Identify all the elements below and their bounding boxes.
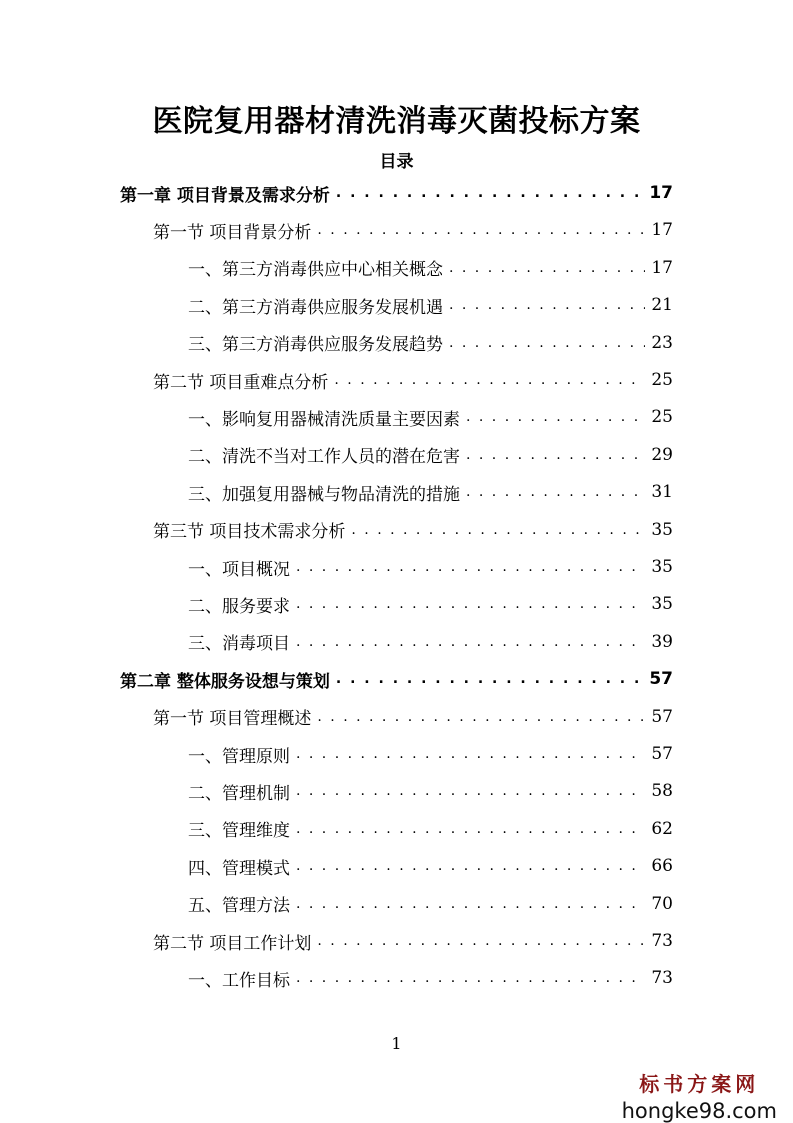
toc-dot-leader [449,298,645,321]
toc-entry-label: 三、管理维度 [188,821,290,842]
toc-entry-page: 35 [651,557,673,577]
toc-dot-leader [334,373,645,396]
toc-dot-leader [466,485,645,508]
toc-entry-page: 25 [651,407,673,428]
toc-entry-label: 一、项目概况 [188,559,290,580]
toc-entry-label: 第三节 项目技术需求分析 [153,522,346,543]
toc-dot-leader [317,223,645,246]
toc-dot-leader [296,597,645,620]
toc-entry[interactable] [120,663,673,695]
toc-dot-leader [296,971,645,994]
toc-dot-leader [466,410,645,433]
toc-entry-page: 57 [651,706,673,727]
toc-entry-page: 73 [651,931,673,951]
toc-entry-page: 17 [651,220,673,241]
toc-entry[interactable] [188,551,673,583]
toc-entry-page: 58 [651,781,673,802]
toc-entry[interactable] [153,925,673,957]
toc-entry[interactable] [188,850,673,882]
toc-entry-label: 三、消毒项目 [188,634,290,655]
toc-entry-page: 29 [651,444,673,465]
toc-entry-page: 39 [651,631,673,652]
watermark-site-name: 标书方案网 [639,1072,760,1096]
toc-entry-label: 二、清洗不当对工作人员的潜在危害 [188,447,460,468]
toc-entry[interactable] [120,177,673,209]
toc-entry-label: 一、工作目标 [188,970,290,991]
toc-dot-leader [296,635,645,658]
toc-entry-label: 第一章 项目背景及需求分析 [120,185,330,206]
toc-entry-label: 二、服务要求 [188,596,290,617]
toc-dot-leader [317,934,645,957]
toc-entry[interactable] [153,214,673,246]
toc-entry[interactable] [188,401,673,433]
toc-entry-label: 第二节 项目工作计划 [153,933,312,954]
toc-entry-page: 35 [651,519,673,540]
toc-entry[interactable] [188,813,673,845]
toc-dot-leader [449,336,645,359]
toc-dot-leader [296,822,645,845]
toc-entry-page: 31 [651,482,673,503]
toc-entry[interactable] [153,364,673,396]
toc-entry-label: 第一节 项目管理概述 [153,709,312,730]
toc-entry-label: 一、第三方消毒供应中心相关概念 [188,260,443,281]
toc-entry[interactable] [188,626,673,658]
toc-dot-leader [449,261,645,284]
toc-dot-leader [466,448,645,471]
toc-entry-page: 57 [651,744,673,764]
toc-entry[interactable] [188,252,673,284]
toc-entry-page: 70 [651,893,673,914]
toc-dot-leader [296,784,645,807]
toc-dot-leader [351,523,645,546]
toc-entry-page: 25 [651,370,673,390]
toc-entry[interactable] [188,962,673,994]
toc-entry-page: 17 [651,257,673,278]
toc-entry-page: 35 [651,594,673,615]
toc-entry-page: 23 [651,332,673,353]
toc-entry-label: 三、第三方消毒供应服务发展趋势 [188,335,443,356]
toc-entry[interactable] [188,289,673,321]
page-number: 1 [391,1034,402,1053]
toc-dot-leader [296,560,645,583]
toc-dot-leader [336,186,643,209]
toc-entry-label: 二、第三方消毒供应服务发展机遇 [188,297,443,318]
toc-entry-label: 第一节 项目背景分析 [153,222,312,243]
toc-entry-page: 57 [649,669,673,690]
toc-entry-label: 三、加强复用器械与物品清洗的措施 [188,484,460,505]
toc-entry[interactable] [188,888,673,920]
toc-dot-leader [296,859,645,882]
toc-entry-page: 17 [649,183,673,203]
document-title: 医院复用器材清洗消毒灭菌投标方案 [152,104,641,139]
toc-entry[interactable] [153,701,673,733]
toc-entry[interactable] [188,775,673,807]
toc-entry[interactable] [188,476,673,508]
toc-dot-leader [317,710,645,733]
toc-entry-page: 66 [651,856,673,877]
toc-entry-page: 21 [651,295,673,316]
toc-entry[interactable] [188,327,673,359]
toc-entry[interactable] [188,439,673,471]
toc-entry-label: 第二章 整体服务设想与策划 [120,671,330,692]
toc-entry-label: 第二节 项目重难点分析 [153,372,329,393]
toc-dot-leader [336,672,643,695]
toc-entry-label: 二、管理机制 [188,783,290,804]
toc-entry-label: 一、影响复用器械清洗质量主要因素 [188,409,460,430]
watermark-domain: hongke98.com [621,1099,777,1123]
toc-entry[interactable] [188,588,673,620]
toc-entry[interactable] [153,514,673,546]
site-watermark [622,1068,777,1123]
toc-entry-label: 五、管理方法 [188,896,290,917]
toc-dot-leader [296,897,645,920]
toc-entry-page: 62 [651,818,673,839]
toc-entry-label: 一、管理原则 [188,746,290,767]
toc-entry-page: 73 [651,968,673,989]
toc-entry-label: 四、管理模式 [188,858,290,879]
toc-entry[interactable] [188,738,673,770]
toc-dot-leader [296,747,645,770]
toc-heading: 目录 [379,152,414,172]
